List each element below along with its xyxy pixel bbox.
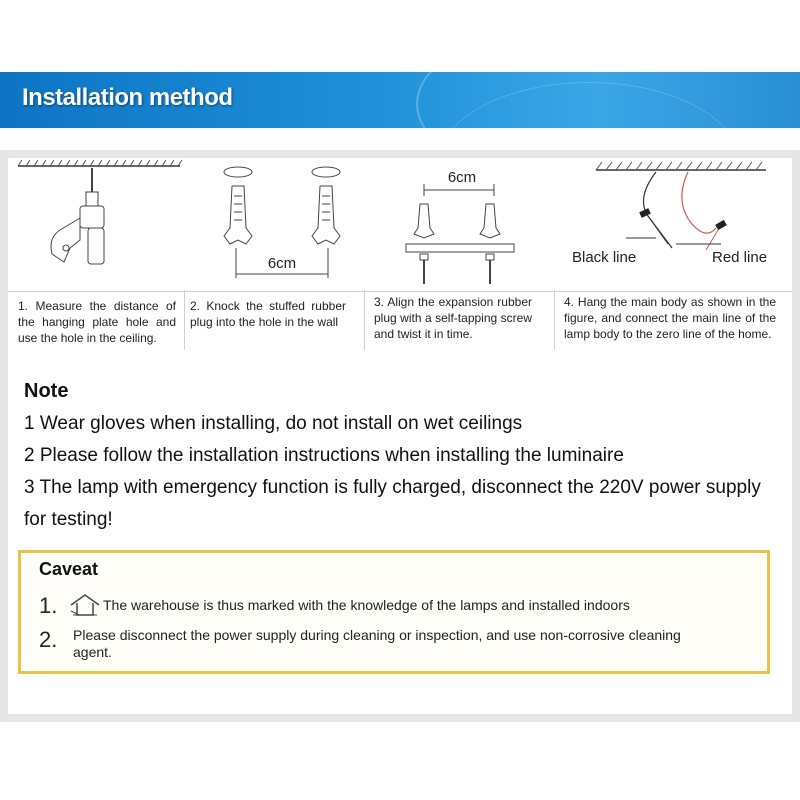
step-4-figure: [556, 158, 792, 292]
divider: [364, 290, 365, 350]
caveat-number: 1.: [39, 593, 58, 618]
note-title: Note: [24, 380, 69, 402]
step-2-figure: [186, 158, 366, 292]
caveat-title: Caveat: [39, 559, 99, 579]
content-area: [8, 158, 792, 714]
step-1-caption: 1. Measure the distance of the hanging plate hole and use the hole in the ceiling.: [18, 299, 176, 345]
step-4-caption: 4. Hang the main body as shown in the figure, and connect the main line of the lamp body to the zero line of the home.: [564, 295, 776, 341]
caveat-item-text: The warehouse is thus marked with the knowledge of the lamps and installed indoors: [103, 597, 630, 613]
note-item: 3 The lamp with emergency function is fully charged, disconnect the 220V power supply for testing!: [24, 477, 761, 530]
step-3-figure: [366, 158, 556, 292]
caveat-number: 2.: [39, 627, 58, 652]
note-item: 1 Wear gloves when installing, do not install on wet ceilings: [24, 413, 523, 434]
step-2-distance-label: 6cm: [267, 255, 297, 272]
caveat-item-text: Please disconnect the power supply during cleaning or inspection, and use non-corrosive cleaning agent.: [73, 627, 681, 660]
note-item: 2 Please follow the installation instructions when installing the luminaire: [24, 445, 624, 466]
step-3-caption: 3. Align the expansion rubber plug with a self-tapping screw and twist it in time.: [374, 295, 532, 341]
step-3-distance-label: 6cm: [447, 169, 477, 186]
step-1-figure: [8, 158, 186, 292]
red-line-label: Red line: [712, 249, 768, 266]
divider: [8, 291, 792, 292]
black-line-label: Black line: [572, 249, 637, 266]
house-icon: [69, 593, 101, 622]
step-2-caption: 2. Knock the stuffed rubber plug into the hole in the wall: [190, 299, 346, 329]
caveat-box: [18, 550, 770, 674]
header-banner: [0, 72, 800, 128]
page-title: Installation method: [22, 84, 233, 111]
divider: [554, 290, 555, 350]
divider: [184, 290, 185, 350]
